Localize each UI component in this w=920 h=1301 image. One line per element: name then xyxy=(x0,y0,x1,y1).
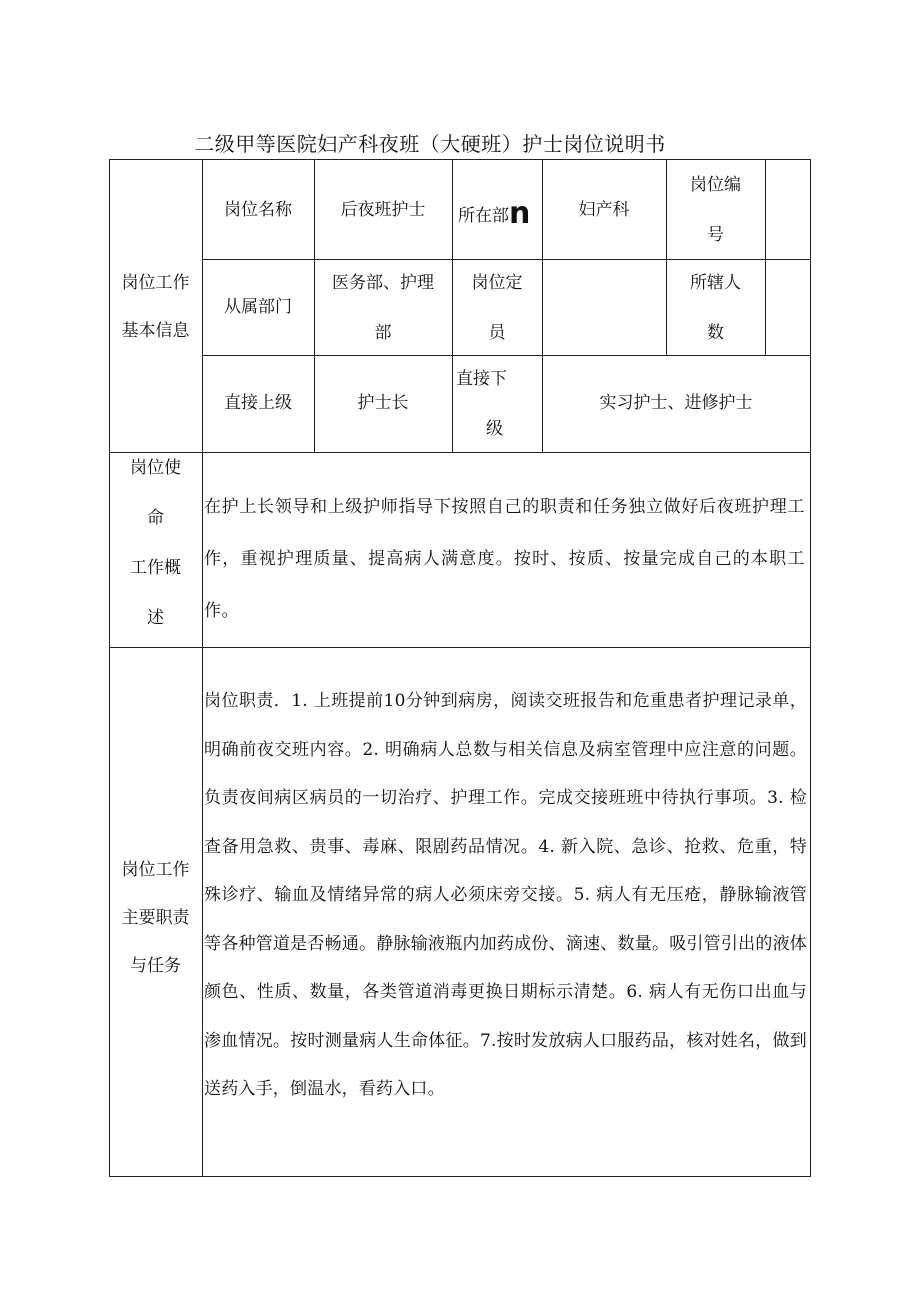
mission-text: 在护上长领导和上级护师指导下按照自己的职责和任务独立做好后夜班护理工作，重视护理质量、提高病人满意度。按时、按质、按量完成自己的本职工作。 xyxy=(204,497,805,621)
subordinates-label xyxy=(666,258,765,358)
post-name-value: 后夜班护士 xyxy=(340,200,426,220)
affiliation-value-line: 部 xyxy=(374,323,392,343)
dept-value: 妇产科 xyxy=(578,200,630,220)
direct-sub-label-line: 级 xyxy=(486,419,503,439)
duties-label-line: 主要职责 xyxy=(121,908,190,928)
duties-label-line: 岗位工作 xyxy=(121,860,190,880)
quota-label xyxy=(452,258,542,358)
duties-text: 岗位职责．1. 上班提前10分钟到病房，阅读交班报告和危重患者护理记录单，明确前夜交班内容。2. 明确病人总数与相关信息及病室管理中应注意的问题。负责夜间病区病员的一切治疗、护理工作。完成交接班班中待执行事项。3. 检查备用急救、贵事、毒麻、限剧药品情况。4. 新入院、急诊、抢救、危重，特殊诊疗、输血及情绪异常的病人必须床旁交接。5. 病人有无压疮，静脉输液管等各种管道是否畅通。静脉输液瓶内加药成份、滴速、数量。吸引管引出的液体颜色、性质、数量，各类管道消毒更换日期标示清楚。6. 病人有无伤口出血与渗血情况。按时测量病人生命体征。7.按时发放病人口服药品，核对姓名，做到送药入手，倒温水，看药入口。 xyxy=(204,691,807,1099)
dept-label xyxy=(454,189,542,241)
post-name-label: 岗位名称 xyxy=(224,200,292,220)
duties-label xyxy=(109,846,202,990)
subordinates-label-line: 所辖人 xyxy=(690,273,741,293)
mission-label-line: 岗位使 xyxy=(130,458,181,478)
post-no-label-line: 岗位编 xyxy=(690,175,741,195)
dept-label-tail: n xyxy=(509,196,531,231)
mission-label-line: 述 xyxy=(147,608,164,628)
duties-label-line: 与任务 xyxy=(130,956,181,976)
post-no-label xyxy=(666,160,765,260)
quota-label-line: 员 xyxy=(488,323,506,343)
section-label-line: 基本信息 xyxy=(121,321,190,341)
affiliation-value xyxy=(314,258,452,358)
affiliation-value-line: 医务部、护理 xyxy=(332,273,434,293)
direct-sub-value: 实习护士、进修护士 xyxy=(599,393,753,413)
dept-label-text: 所在部 xyxy=(458,206,509,226)
mission-label xyxy=(109,443,202,643)
direct-sub-label-line: 直接下 xyxy=(456,369,507,389)
post-no-label-line: 号 xyxy=(707,225,724,245)
section-label-line: 岗位工作 xyxy=(121,273,190,293)
section-label-basic-info xyxy=(109,259,202,355)
subordinates-label-line: 数 xyxy=(707,323,724,343)
superior-value: 护士长 xyxy=(357,393,409,413)
quota-label-line: 岗位定 xyxy=(471,273,523,293)
direct-sub-label xyxy=(452,354,542,454)
affiliation-label: 从属部门 xyxy=(224,297,292,317)
mission-label-line: 命 xyxy=(147,508,164,528)
superior-label: 直接上级 xyxy=(224,393,292,413)
mission-label-line: 工作概 xyxy=(130,558,181,578)
document-title: 二级甲等医院妇产科夜班（大硬班）护士岗位说明书 xyxy=(194,132,666,156)
